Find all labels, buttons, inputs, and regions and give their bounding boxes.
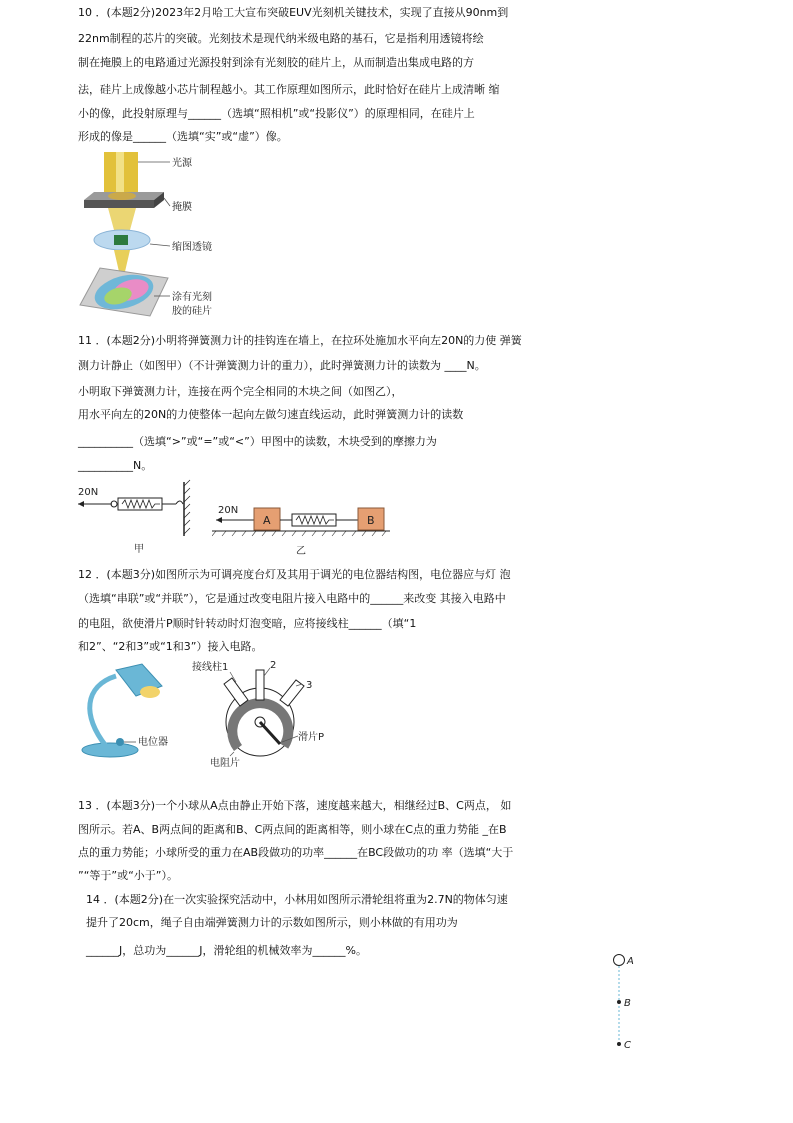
caption-a: 甲 [134,544,144,555]
force-label-a: 20N [78,487,99,498]
bulb [140,686,160,698]
slider-p [260,722,280,744]
q13-line-1: 13 ．(本题3分)一个小球从A点由静止开始下落，速度越来越大，相继经过B、C两点， 如 [78,799,512,812]
q11-line-1: 11 ．(本题2分)小明将弹簧测力计的挂钩连在墙上，在拉环处施加水平向左20N的力使 弹簧 [78,334,522,347]
ball-at-a [614,955,625,966]
q14-line-3: ______J，总功为______J，滑轮组的机械效率为______%。 [86,944,367,957]
point-b-label: B [624,998,631,1009]
label-slider: 滑片P [298,732,325,743]
label-potentiometer: 电位器 [138,737,168,748]
q11-line-5: __________（选填“>”或“=”或“<”）甲图中的读数，木块受到的摩擦力为 [78,435,437,448]
label-lens: 缩图透镜 [172,242,212,253]
potentiometer-knob [116,738,124,746]
block-a-label: A [263,514,271,527]
point-a-label: A [627,956,634,967]
q13-line-2: 图所示。若A、B两点间的距离和B、C两点间的距离相等，则小球在C点的重力势能 _在B [78,823,507,836]
lithography-diagram [76,150,236,322]
q10-line-4: 法，硅片上成像越小芯片制程越小。其工作原理如图所示，此时恰好在硅片上成清晰 缩 [78,83,500,96]
terminal-3 [280,680,304,706]
point-c-dot [617,1042,621,1046]
block-b-label: B [367,514,375,527]
q11-line-6: __________N。 [78,459,153,472]
q10-line-5: 小的像，此投射原理与______（选填“照相机”或“投影仪”）的原理相同，在硅片上 [78,107,475,120]
q12-line-2: （选填“串联”或“并联”），它是通过改变电阻片接入电路中的______来改变 其接入电路中 [78,592,506,605]
falling-ball-figure [606,950,646,1052]
q13-line-4: ”“等于”或“小于”）。 [78,869,178,882]
label-light-source: 光源 [172,158,192,169]
label-terminal-1: 接线柱1 [192,662,229,673]
q10-line-3: 制在掩膜上的电路通过光源投射到涂有光刻胶的硅片上，从而制造出集成电路的方 [78,56,474,69]
force-label-b: 20N [218,505,239,516]
q12-line-3: 的电阻，欲使滑片P顺时针转动时灯泡变暗，应将接线柱______（填“1 [78,617,417,630]
q13-line-3: 点的重力势能；小球所受的重力在AB段做功的功率______在BC段做功的功 率（选填“大于 [78,846,514,859]
label-resistor: 电阻片 [210,758,240,768]
lamp-arm [90,676,116,746]
q12-line-1: 12 ．(本题3分)如图所示为可调亮度台灯及其用于调光的电位器结构图，电位器应与灯 泡 [78,568,511,581]
q10-line-1: 10 ．(本题2分)2023年2月哈工大宣布突破EUV光刻机关键技术，实现了直接从90nm到 [78,6,509,19]
q11-line-2: 测力计静止（如图甲）（不计弹簧测力计的重力），此时弹簧测力计的读数为 ____N。 [78,359,486,372]
q10-line-2: 22nm制程的芯片的突破。光刻技术是现代纳米级电路的基石，它是指利用透镜将绘 [78,32,484,45]
spring-scale-figure-b [212,500,392,560]
label-terminal-3: 3 [306,680,313,691]
label-mask: 掩膜 [172,202,192,213]
q11-line-3: 小明取下弹簧测力计，连接在两个完全相同的木块之间（如图乙）， [78,385,403,398]
q10-line-6: 形成的像是______（选填“实”或“虚”）像。 [78,130,288,143]
q12-line-4: 和2”、“2和3”或“1和3”）接入电路。 [78,640,263,653]
q14-line-1: 14 ．(本题2分)在一次实验探究活动中，小林用如图所示滑轮组将重为2.7N的物体匀速 [86,893,508,906]
label-wafer-1: 涂有光刻 [172,292,212,303]
caption-b: 乙 [296,546,306,557]
spring-scale-figure-a [76,478,206,558]
label-wafer-2: 胶的硅片 [172,306,212,317]
potentiometer-figure [190,656,340,768]
terminal-2 [256,670,264,700]
q11-line-4: 用水平向左的20N的力使整体一起向左做匀速直线运动，此时弹簧测力计的读数 [78,408,464,421]
lamp-base [82,743,138,757]
q14-line-2: 提升了20cm，绳子自由端弹簧测力计的示数如图所示，则小林做的有用功为 [86,916,458,929]
point-c-label: C [624,1040,631,1051]
desk-lamp-figure [76,656,186,762]
label-terminal-2: 2 [270,660,277,671]
point-b-dot [617,1000,621,1004]
